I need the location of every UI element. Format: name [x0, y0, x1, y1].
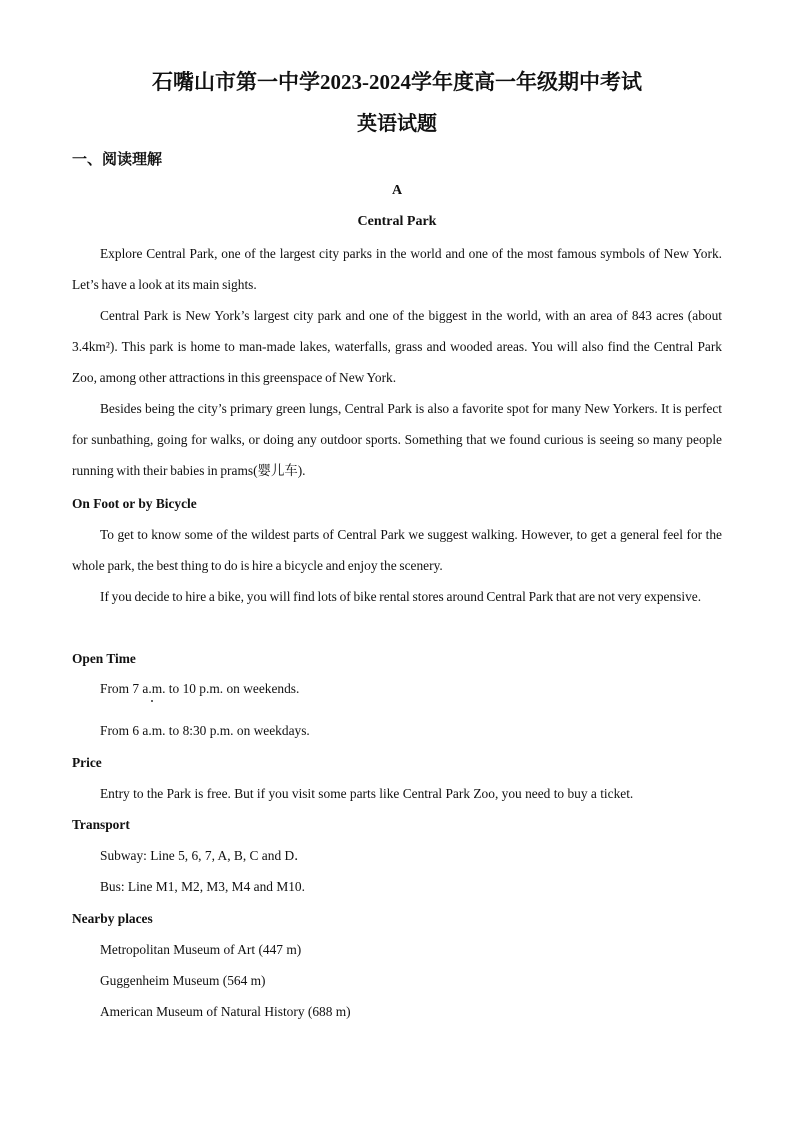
passage-letter: A	[391, 183, 403, 198]
open-time-weekends: From 7 a.m. to 10 p.m. on weekends.	[100, 681, 300, 696]
foot-bicycle-label: On Foot or by Bicycle	[72, 496, 197, 511]
paragraph-area: Central Park is New York’s largest city park and one of the biggest in the world, with an area of 843 acres (about 3.4km²). This park is home to man-made lakes, waterfalls, grass and wooded areas. You will also find the Central Park Zoo, among other attractions in this greenspace of New York.	[72, 308, 722, 386]
transport-label: Transport	[72, 817, 130, 832]
transport-bus: Bus: Line M1, M2, M3, M4 and M10.	[100, 879, 305, 894]
exam-title: 石嘴山市第一中学2023-2024学年度高一年级期中考试	[152, 70, 642, 94]
open-time-label: Open Time	[72, 651, 136, 666]
passage-title: Central Park	[357, 214, 437, 229]
price-text: Entry to the Park is free. But if you visit some parts like Central Park Zoo, you need to buy a ticket.	[100, 786, 634, 801]
nearby-place: American Museum of Natural History (688 m)	[100, 1004, 351, 1019]
paragraph-intro: Explore Central Park, one of the largest city parks in the world and one of the most famous symbols of New York. Let’s have a look at its main sights.	[72, 246, 722, 293]
nearby-label: Nearby places	[72, 911, 153, 926]
nearby-place: Metropolitan Museum of Art (447 m)	[100, 942, 302, 957]
paragraph-green-lungs: Besides being the city’s primary green lungs, Central Park is also a favorite spot for many New Yorkers. It is perfect for sunbathing, going for walks, or doing any outdoor sports. Something that we found curious is seeing so many people running with their babies in prams(婴儿车).	[72, 401, 722, 479]
paragraph-bike-rental: If you decide to hire a bike, you will find lots of bike rental stores around Central Park that are not very expensive.	[100, 589, 702, 604]
price-label: Price	[72, 755, 102, 770]
open-time-weekdays: From 6 a.m. to 8:30 p.m. on weekdays.	[100, 723, 310, 738]
paragraph-walking: To get to know some of the wildest parts of Central Park we suggest walking. However, to get a general feel for the whole park, the best thing to do is hire a bicycle and enjoy the scenery.	[72, 527, 722, 574]
stray-mark	[151, 700, 153, 702]
section-heading: 一、阅读理解	[72, 152, 163, 168]
nearby-place: Guggenheim Museum (564 m)	[100, 973, 266, 988]
exam-subtitle: 英语试题	[357, 113, 437, 135]
transport-subway: Subway: Line 5, 6, 7, A, B, C and D．	[100, 848, 308, 863]
